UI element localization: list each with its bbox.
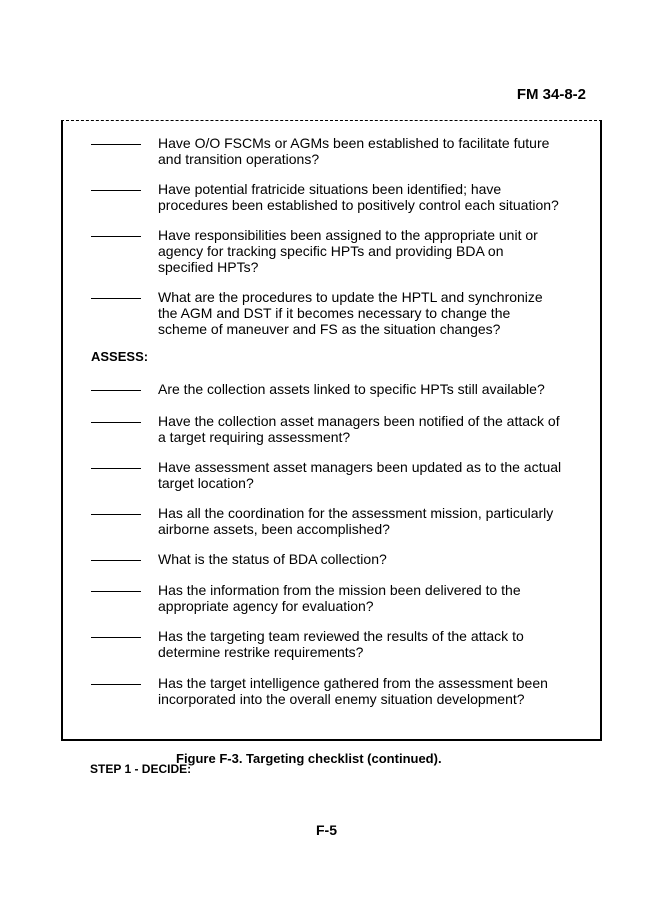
checkbox-blank-line[interactable] [91,684,141,685]
checklist-item-text: Have O/O FSCMs or AGMs been established to facilitate future and transition operations? [158,135,550,167]
checklist-item-text: Have assessment asset managers been updated as to the actual target location? [158,459,562,491]
checkbox-blank-line[interactable] [91,637,141,638]
checklist-item-text: Has the target intelligence gathered from the assessment been incorporated into the overall enemy situation development? [158,675,548,707]
section-heading-assess: ASSESS: [91,349,149,364]
checklist-item-text: Have responsibilities been assigned to the appropriate unit or agency for tracking specific HPTs and providing BDA on specified HPTs? [158,227,538,275]
checkbox-blank-line[interactable] [91,591,141,592]
checkbox-blank-line[interactable] [91,468,141,469]
checklist-item-text: Have the collection asset managers been notified of the attack of a target requiring assessment? [158,413,560,445]
checklist-item-text: Has the targeting team reviewed the results of the attack to determine restrike requirements? [158,628,524,660]
page-number: F-5 [316,822,337,838]
checkbox-blank-line[interactable] [91,390,141,391]
checkbox-blank-line[interactable] [91,422,141,423]
checklist-item-text: Has the information from the mission been delivered to the appropriate agency for evaluation? [158,582,521,614]
checklist-frame-top-dashed [61,120,602,121]
checkbox-blank-line[interactable] [91,514,141,515]
document-id: FM 34-8-2 [516,86,586,103]
checklist-item-text: What is the status of BDA collection? [158,551,387,567]
step-label: STEP 1 - DECIDE: [90,762,192,776]
checklist-item-text: What are the procedures to update the HPTL and synchronize the AGM and DST if it becomes necessary to change the scheme of maneuver and FS as the situation changes? [158,289,543,337]
checkbox-blank-line[interactable] [91,144,141,145]
checklist-item-text: Has all the coordination for the assessment mission, particularly airborne assets, been accomplished? [158,505,554,537]
checklist-item-text: Have potential fratricide situations been identified; have procedures been established to positively control each situation? [158,181,559,213]
checkbox-blank-line[interactable] [91,190,141,191]
checkbox-blank-line[interactable] [91,298,141,299]
checkbox-blank-line[interactable] [91,236,141,237]
figure-caption: Figure F-3. Targeting checklist (continued). [176,751,442,766]
checklist-item-text: Are the collection assets linked to specific HPTs still available? [158,381,545,397]
checkbox-blank-line[interactable] [91,560,141,561]
